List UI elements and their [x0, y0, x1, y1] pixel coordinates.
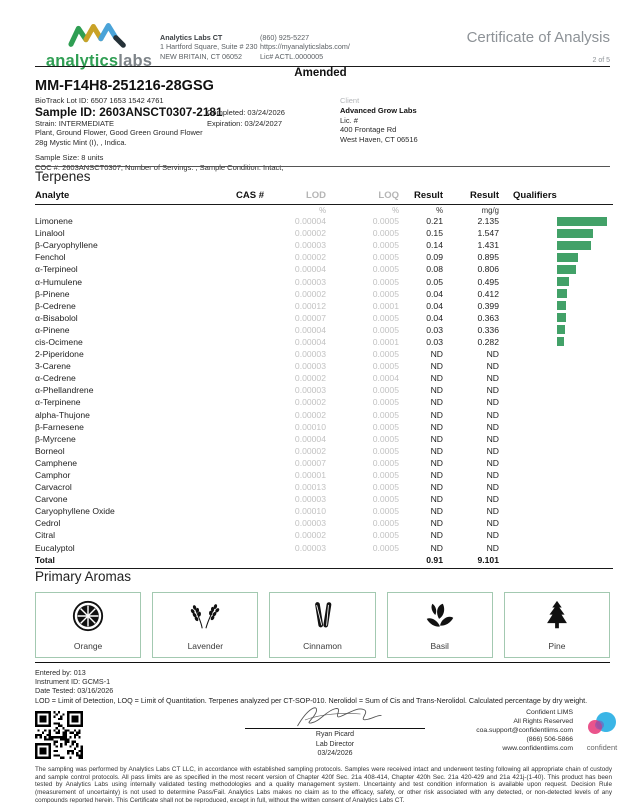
- dates-block: [207, 108, 285, 129]
- result-mgg-value: ND: [486, 373, 499, 384]
- terpene-row: [35, 529, 613, 541]
- result-pct-value: 0.21: [426, 216, 443, 227]
- unit-result-pct: %: [436, 206, 443, 215]
- loq-value: 0.0005: [372, 445, 399, 456]
- result-mgg-value: 0.336: [477, 324, 499, 335]
- result-pct-value: 0.09: [426, 252, 443, 263]
- product: 28g Mystic Mint (I), , Indica.: [35, 137, 127, 147]
- analyte-name: Caryophyllene Oxide: [35, 506, 115, 517]
- coc-number: COC #: 2603ANSCT0307; Number of Servings: ; Sample Condition: Intact;: [35, 162, 284, 172]
- client-name: Advanced Grow Labs: [340, 105, 417, 115]
- loq-value: 0.0005: [372, 494, 399, 505]
- analyte-name: β-Farnesene: [35, 421, 84, 432]
- lod-value: 0.00003: [294, 240, 326, 251]
- result-bar: [557, 337, 564, 346]
- result-pct-value: ND: [430, 349, 443, 360]
- result-pct-value: 0.04: [426, 300, 443, 311]
- result-mgg-value: ND: [486, 542, 499, 553]
- entered-block: [35, 668, 113, 696]
- signer-title: Lab Director: [315, 740, 355, 748]
- result-mgg-value: ND: [486, 433, 499, 444]
- lab-phone: (860) 925-5227: [260, 33, 310, 42]
- lab-contact-block: [260, 33, 350, 61]
- result-bar: [557, 265, 576, 274]
- sample-size: Sample Size: 8 units: [35, 153, 104, 163]
- col-cas: CAS #: [236, 190, 264, 201]
- terpene-row: [35, 324, 613, 336]
- result-mgg-value: ND: [486, 470, 499, 481]
- page-number: 2 of 5: [592, 57, 610, 64]
- analyte-name: α-Cedrene: [35, 373, 76, 384]
- terpene-row: [35, 445, 613, 457]
- cinnamon-icon: [306, 599, 340, 638]
- result-mgg-value: ND: [486, 457, 499, 468]
- terpene-row: [35, 457, 613, 469]
- terpene-row: [35, 227, 613, 239]
- loq-value: 0.0004: [372, 373, 399, 384]
- result-mgg-value: ND: [486, 421, 499, 432]
- lab-address-block: [160, 33, 258, 61]
- lod-value: 0.00007: [294, 457, 326, 468]
- result-bar: [557, 325, 565, 334]
- result-pct-value: ND: [430, 482, 443, 493]
- lab-license: Lic# ACTL.0000005: [260, 51, 324, 61]
- result-mgg-value: ND: [486, 506, 499, 517]
- result-mgg-value: 0.399: [477, 300, 499, 311]
- result-mgg-value: 1.547: [477, 228, 499, 239]
- result-mgg-value: ND: [486, 494, 499, 505]
- lod-value: 0.00002: [294, 373, 326, 384]
- terpene-row: [35, 336, 613, 348]
- terpene-row: [35, 421, 613, 433]
- result-pct-value: 0.14: [426, 240, 443, 251]
- instrument-id: Instrument ID: GCMS-1: [35, 677, 111, 687]
- lod-value: 0.00002: [294, 252, 326, 263]
- analyte-name: β-Caryophyllene: [35, 240, 98, 251]
- result-pct-value: ND: [430, 530, 443, 541]
- loq-value: 0.0005: [372, 385, 399, 396]
- unit-lod: %: [319, 206, 326, 215]
- client-address2: West Haven, CT 06516: [340, 135, 418, 145]
- analyte-name: α-Terpineol: [35, 264, 78, 275]
- loq-value: 0.0005: [372, 433, 399, 444]
- col-result-pct: Result: [413, 190, 443, 201]
- result-mgg-value: ND: [486, 397, 499, 408]
- terpene-row: [35, 215, 613, 227]
- aroma-cards: [35, 592, 610, 658]
- lod-value: 0.00003: [294, 518, 326, 529]
- lod-value: 0.00007: [294, 312, 326, 323]
- unit-loq: %: [392, 206, 399, 215]
- result-pct-value: ND: [430, 433, 443, 444]
- result-mgg-value: 0.363: [477, 312, 499, 323]
- analyte-name: Eucalyptol: [35, 542, 75, 553]
- result-pct-value: ND: [430, 457, 443, 468]
- loq-value: 0.0005: [372, 530, 399, 541]
- terpene-row: [35, 300, 613, 312]
- lod-value: 0.00010: [294, 421, 326, 432]
- result-pct-value: 0.05: [426, 276, 443, 287]
- aroma-card-basil: [387, 592, 493, 658]
- strain: Strain: INTERMEDIATE: [35, 118, 115, 128]
- date-tested: Date Tested: 03/16/2026: [35, 686, 114, 696]
- loq-value: 0.0005: [372, 506, 399, 517]
- result-mgg-value: 1.431: [477, 240, 499, 251]
- loq-value: 0.0005: [372, 216, 399, 227]
- lod-value: 0.00002: [294, 409, 326, 420]
- terpene-row: [35, 251, 613, 263]
- analyte-name: 3-Carene: [35, 361, 71, 372]
- result-pct-value: 0.04: [426, 312, 443, 323]
- lod-value: 0.00003: [294, 361, 326, 372]
- loq-value: 0.0005: [372, 252, 399, 263]
- logo-wordmark: analyticslabs: [45, 52, 153, 70]
- loq-value: 0.0001: [372, 336, 399, 347]
- result-pct-value: ND: [430, 397, 443, 408]
- lod-value: 0.00004: [294, 264, 326, 275]
- result-pct-value: 0.15: [426, 228, 443, 239]
- loq-value: 0.0005: [372, 312, 399, 323]
- loq-value: 0.0005: [372, 361, 399, 372]
- matrix: Plant, Ground Flower, Good Green Ground Flower: [35, 128, 203, 138]
- analyte-name: Camphor: [35, 470, 71, 481]
- loq-value: 0.0005: [372, 457, 399, 468]
- lab-website: https://myanalyticslabs.com/: [260, 42, 350, 52]
- total-result-mgg: 9.101: [477, 554, 499, 565]
- analyte-name: Camphene: [35, 457, 78, 468]
- terpene-row: [35, 312, 613, 324]
- terpene-row: [35, 396, 613, 408]
- expiration-date: Expiration: 03/24/2027: [207, 118, 283, 128]
- result-pct-value: 0.04: [426, 288, 443, 299]
- client-block: [340, 96, 418, 145]
- result-bar: [557, 241, 591, 250]
- loq-value: 0.0005: [372, 470, 399, 481]
- lod-value: 0.00002: [294, 445, 326, 456]
- lod-value: 0.00003: [294, 494, 326, 505]
- result-bar: [557, 217, 607, 226]
- terpene-row: [35, 239, 613, 251]
- loq-value: 0.0005: [372, 288, 399, 299]
- confident-brand: confident: [586, 743, 618, 752]
- loq-value: 0.0005: [372, 349, 399, 360]
- result-pct-value: ND: [430, 445, 443, 456]
- client-label: Client: [340, 96, 360, 105]
- lod-value: 0.00004: [294, 216, 326, 227]
- aroma-label: Basil: [430, 641, 449, 651]
- result-mgg-value: 2.135: [477, 216, 499, 227]
- signer-date: 03/24/2026: [317, 750, 353, 758]
- lod-value: 0.00003: [294, 542, 326, 553]
- confident-circles-icon: [584, 710, 620, 738]
- document-title: Certificate of Analysis: [466, 29, 610, 46]
- lod-value: 0.00010: [294, 506, 326, 517]
- result-bar: [557, 277, 569, 286]
- client-address1: 400 Frontage Rd: [340, 125, 397, 135]
- terpene-row: [35, 275, 613, 287]
- result-mgg-value: ND: [486, 349, 499, 360]
- lod-value: 0.00002: [294, 397, 326, 408]
- terpene-row: [35, 348, 613, 360]
- result-mgg-value: 0.495: [477, 276, 499, 287]
- lod-value: 0.00012: [294, 300, 326, 311]
- lims-block: [476, 708, 573, 753]
- result-pct-value: ND: [430, 361, 443, 372]
- terpene-row: [35, 288, 613, 300]
- aromas-section-title: Primary Aromas: [35, 569, 132, 584]
- analyte-name: α-Terpinene: [35, 397, 81, 408]
- lab-name: Analytics Labs CT: [160, 33, 223, 42]
- lab-address1: 1 Hartford Square, Suite # 230: [160, 42, 258, 52]
- completed-date: Completed: 03/24/2026: [207, 108, 285, 117]
- loq-value: 0.0005: [372, 482, 399, 493]
- result-mgg-value: ND: [486, 409, 499, 420]
- col-loq: LOQ: [378, 190, 399, 201]
- loq-value: 0.0005: [372, 276, 399, 287]
- terpene-row: [35, 493, 613, 505]
- terpene-row: [35, 263, 613, 275]
- aroma-label: Lavender: [187, 641, 224, 651]
- footer-divider: [35, 662, 610, 663]
- signature-line: [245, 728, 425, 729]
- lab-address2: NEW BRITAIN, CT 06052: [160, 51, 243, 61]
- lims-rights: All Rights Reserved: [513, 718, 573, 725]
- amended-label: Amended: [294, 67, 347, 79]
- aroma-card-cinnamon: [269, 592, 375, 658]
- result-mgg-value: 0.806: [477, 264, 499, 275]
- lod-footnote: LOD = Limit of Detection, LOQ = Limit of Quantitation. Terpenes analyzed per CT-SOP-010. Nerolidol = Sum of Cis and Trans-Nerolidol. Calculated percentage by dry weight.: [35, 696, 588, 705]
- lod-value: 0.00002: [294, 530, 326, 541]
- result-mgg-value: 0.282: [477, 336, 499, 347]
- lod-value: 0.00001: [294, 470, 326, 481]
- loq-value: 0.0005: [372, 264, 399, 275]
- terpene-row: [35, 433, 613, 445]
- client-license: Lic. #: [340, 115, 358, 125]
- loq-value: 0.0005: [372, 324, 399, 335]
- col-analyte: Analyte: [35, 190, 70, 201]
- aroma-card-pine: [504, 592, 610, 658]
- total-row: [35, 554, 613, 569]
- col-lod: LOD: [305, 190, 326, 201]
- result-bar: [557, 301, 566, 310]
- terpene-row: [35, 505, 613, 517]
- pine-icon: [540, 599, 574, 638]
- total-label: Total: [35, 554, 55, 565]
- result-pct-value: 0.08: [426, 264, 443, 275]
- result-mgg-value: ND: [486, 518, 499, 529]
- result-bar: [557, 253, 578, 262]
- analyte-name: β-Pinene: [35, 288, 70, 299]
- lims-email: coa.support@confidentlims.com: [476, 727, 573, 734]
- analyte-name: Citral: [35, 530, 56, 541]
- analyte-name: cis-Ocimene: [35, 336, 83, 347]
- table-header-row: [35, 190, 613, 205]
- lims-phone: (866) 506-5866: [526, 736, 573, 743]
- aroma-label: Cinnamon: [303, 641, 342, 651]
- lod-value: 0.00004: [294, 336, 326, 347]
- analyte-name: α-Bisabolol: [35, 312, 78, 323]
- result-pct-value: 0.03: [426, 336, 443, 347]
- terpene-row: [35, 409, 613, 421]
- lab-logo: [38, 20, 160, 69]
- col-result-mgg: Result: [469, 190, 499, 201]
- loq-value: 0.0001: [372, 300, 399, 311]
- result-bar: [557, 229, 593, 238]
- sample-id: Sample ID: 2603ANSCT0307-2181: [35, 104, 223, 119]
- signer-name: Ryan Picard: [315, 731, 355, 738]
- loq-value: 0.0005: [372, 421, 399, 432]
- aroma-card-orange: [35, 592, 141, 658]
- loq-value: 0.0005: [372, 518, 399, 529]
- analyte-name: Carvone: [35, 494, 68, 505]
- col-qualifiers: Qualifiers: [513, 190, 557, 201]
- unit-result-mgg: mg/g: [481, 206, 499, 215]
- legal-disclaimer: The sampling was performed by Analytics Labs CT LLC, in accordance with established sampling protocols. Samples were received intact and underwent testing following all appropriate chain of custody and sample control protocols. All pass limits are as specified in the most recent version of Chapter 420f Sec. 21a 408-414, Chapter 420h Sec. 21a 420-429 and 21a 421j-(1-40). This product has been tested by Analytics Labs using internally validated testing methodologies and a quality management system. Uncertainty and test condition information is available upon request. Decision Rule (measurement of uncertainty) is not used to determine Pass/Fail. Analytics Labs makes no claim as to the efficacy, safety, or other risk associated with any detected, or non-detected levels of any compounds reported herein. This Certificate shall not be reproduced, except in full, without the written consent of Analytics Labs CT.: [35, 766, 612, 803]
- terpene-rows: [35, 215, 613, 554]
- loq-value: 0.0005: [372, 542, 399, 553]
- lims-website: www.confidentlims.com: [502, 745, 573, 752]
- terpenes-section-title: Terpenes: [35, 169, 91, 184]
- section-divider: [35, 166, 610, 167]
- result-bar: [557, 313, 566, 322]
- result-pct-value: 0.03: [426, 324, 443, 335]
- lod-value: 0.00003: [294, 385, 326, 396]
- loq-value: 0.0005: [372, 240, 399, 251]
- analyte-name: Borneol: [35, 445, 65, 456]
- loq-value: 0.0005: [372, 397, 399, 408]
- analyte-name: alpha-Thujone: [35, 409, 90, 420]
- lavender-icon: [188, 599, 222, 638]
- lims-name: Confident LIMS: [526, 709, 573, 716]
- total-result-pct: 0.91: [426, 554, 443, 565]
- lod-value: 0.00002: [294, 228, 326, 239]
- terpene-row: [35, 360, 613, 372]
- aroma-label: Orange: [73, 641, 103, 651]
- result-pct-value: ND: [430, 385, 443, 396]
- result-mgg-value: ND: [486, 361, 499, 372]
- analyte-name: Linalool: [35, 228, 65, 239]
- analyte-name: Limonene: [35, 216, 73, 227]
- result-pct-value: ND: [430, 494, 443, 505]
- lod-value: 0.00002: [294, 288, 326, 299]
- biotrack-lot: BioTrack Lot ID: 6507 1653 1542 4761: [35, 96, 164, 105]
- qr-code: [35, 711, 83, 759]
- analyte-name: Fenchol: [35, 252, 66, 263]
- lod-value: 0.00003: [294, 276, 326, 287]
- result-pct-value: ND: [430, 542, 443, 553]
- terpene-row: [35, 372, 613, 384]
- result-mgg-value: ND: [486, 385, 499, 396]
- basil-icon: [423, 599, 457, 638]
- result-pct-value: ND: [430, 409, 443, 420]
- analyte-name: α-Phellandrene: [35, 385, 94, 396]
- analyte-name: α-Pinene: [35, 324, 70, 335]
- orange-icon: [71, 599, 105, 638]
- table-units-row: [35, 205, 613, 215]
- entered-by: Entered by: 013: [35, 668, 86, 677]
- result-mgg-value: 0.412: [477, 288, 499, 299]
- lod-value: 0.00003: [294, 349, 326, 360]
- terpene-row: [35, 542, 613, 554]
- loq-value: 0.0005: [372, 409, 399, 420]
- result-bar: [557, 289, 567, 298]
- result-mgg-value: ND: [486, 482, 499, 493]
- lod-value: 0.00004: [294, 433, 326, 444]
- lod-value: 0.00013: [294, 482, 326, 493]
- terpene-row: [35, 469, 613, 481]
- result-pct-value: ND: [430, 470, 443, 481]
- terpene-row: [35, 481, 613, 493]
- analyte-name: 2-Piperidone: [35, 349, 84, 360]
- aroma-card-lavender: [152, 592, 258, 658]
- signature-block: [245, 702, 425, 758]
- analyte-name: Cedrol: [35, 518, 61, 529]
- result-pct-value: ND: [430, 421, 443, 432]
- terpene-row: [35, 384, 613, 396]
- result-pct-value: ND: [430, 506, 443, 517]
- sample-title: MM-F14H8-251216-28GSG: [35, 78, 214, 94]
- analyte-name: β-Cedrene: [35, 300, 76, 311]
- result-mgg-value: ND: [486, 445, 499, 456]
- loq-value: 0.0005: [372, 228, 399, 239]
- confident-logo: [576, 710, 628, 752]
- result-mgg-value: ND: [486, 530, 499, 541]
- analyte-name: Carvacrol: [35, 482, 72, 493]
- terpene-row: [35, 517, 613, 529]
- analyte-name: β-Myrcene: [35, 433, 76, 444]
- result-mgg-value: 0.895: [477, 252, 499, 263]
- result-pct-value: ND: [430, 373, 443, 384]
- mountain-zigzag-logo-icon: [64, 20, 134, 48]
- terpenes-table: [35, 190, 613, 569]
- analyte-name: α-Humulene: [35, 276, 83, 287]
- result-pct-value: ND: [430, 518, 443, 529]
- aroma-label: Pine: [548, 641, 566, 651]
- lod-value: 0.00004: [294, 324, 326, 335]
